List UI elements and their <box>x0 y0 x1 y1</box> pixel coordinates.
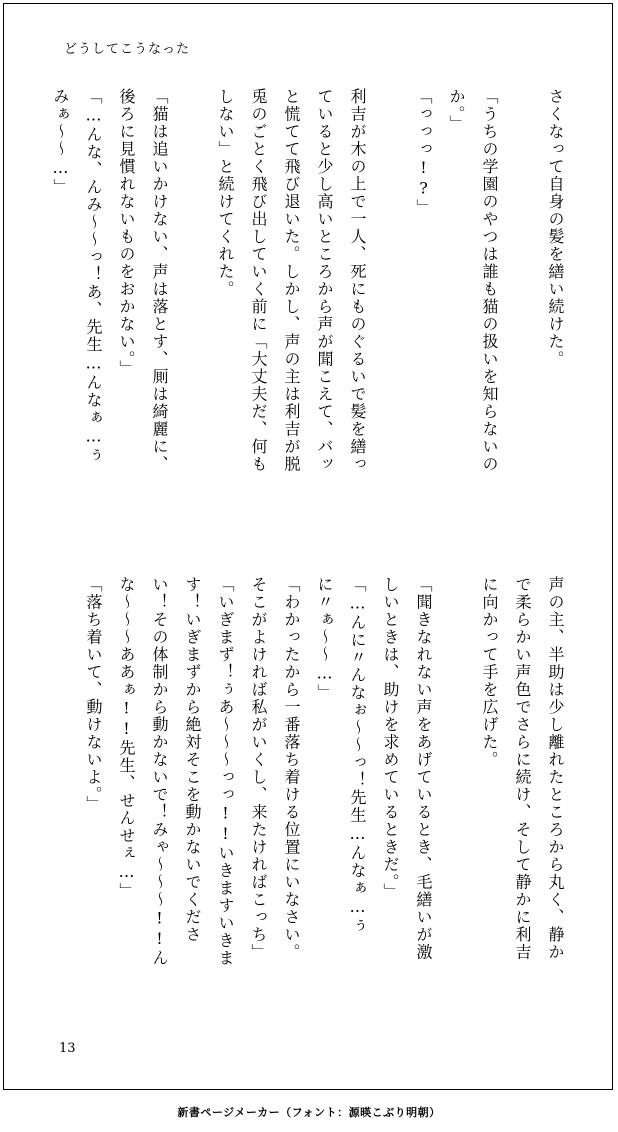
text-line: と慌てて飛び退いた。しかし、声の主は利吉が脱 <box>282 88 301 473</box>
text-line: 「…んな、んみ〜〜っ！あ、先生…んなぁ…ぅ <box>84 88 103 465</box>
text-line: みぁ〜〜…」 <box>51 88 70 196</box>
text-line: か。」 <box>447 88 466 133</box>
footer-credit: 新書ページメーカー（フォント：源暎こぶり明朝） <box>177 1106 441 1119</box>
text-line: 「うちの学園のやつは誰も猫の扱いを知らないの <box>480 88 499 473</box>
text-line: に向かって手を広げた。 <box>480 576 499 769</box>
text-line <box>176 88 209 528</box>
text-line: 「わかったから一番落ち着ける位置にいなさい。 <box>282 576 301 961</box>
text-line <box>506 88 539 528</box>
text-line: 「っっっ!?」 <box>414 88 433 217</box>
page-frame <box>3 3 613 1090</box>
text-line: い！その体制から動かないで！みゃ〜〜〜!!ん <box>150 576 169 967</box>
text-line: に〃ぁ〜〜…」 <box>315 576 334 702</box>
text-line <box>374 88 407 528</box>
text-line: そこがよければ私がいくし、来たければこっち」 <box>249 576 268 961</box>
text-line: 「落ち着いて、動けないよ。」 <box>84 576 103 813</box>
text-line: 声の主、半助は少し離れたところから丸く、静か <box>546 576 565 961</box>
text-line: 「いぎまず！ぅあ〜〜〜っっ!!いきますいきま <box>216 576 235 967</box>
text-line: しいときは、助けを求めているときだ。」 <box>381 576 400 901</box>
page-number: 13 <box>59 1041 76 1056</box>
text-line: 兎のごとく飛び出していく前に「大丈夫だ、何も <box>249 88 268 473</box>
text-block-bottom <box>77 576 572 1016</box>
text-line: 「…んに〃んなぉ〜〜っ！先生…んなぁ…ぅ <box>348 576 367 935</box>
text-line: 後ろに見慣れないものをおかない。」 <box>117 88 136 378</box>
text-line: 「聞きなれない声をあげているとき、毛繕いが激 <box>414 576 433 961</box>
text-line: しない」と続けてくれた。 <box>216 88 235 298</box>
text-block-top <box>44 88 572 528</box>
text-line: 利吉が木の上で一人、死にものぐるいで髪を繕っ <box>348 88 367 473</box>
text-line: な〜〜〜ああぁ!!先生、せんせぇ…」 <box>117 576 136 900</box>
text-line: で柔らかい声色でさらに続け、そして静かに利吉 <box>513 576 532 961</box>
text-line: す！いぎまずから絶対そこを動かないでくださ <box>183 576 202 944</box>
chapter-title: どうしてこうなった <box>64 42 191 57</box>
text-line: さくなって自身の髪を繕い続けた。 <box>546 88 565 368</box>
text-line: ていると少し高いところから声が聞こえて、バッ <box>315 88 334 473</box>
text-line: 「猫は追いかけない、声は落とす、厠は綺麗に、 <box>150 88 169 473</box>
text-line <box>440 576 473 1016</box>
